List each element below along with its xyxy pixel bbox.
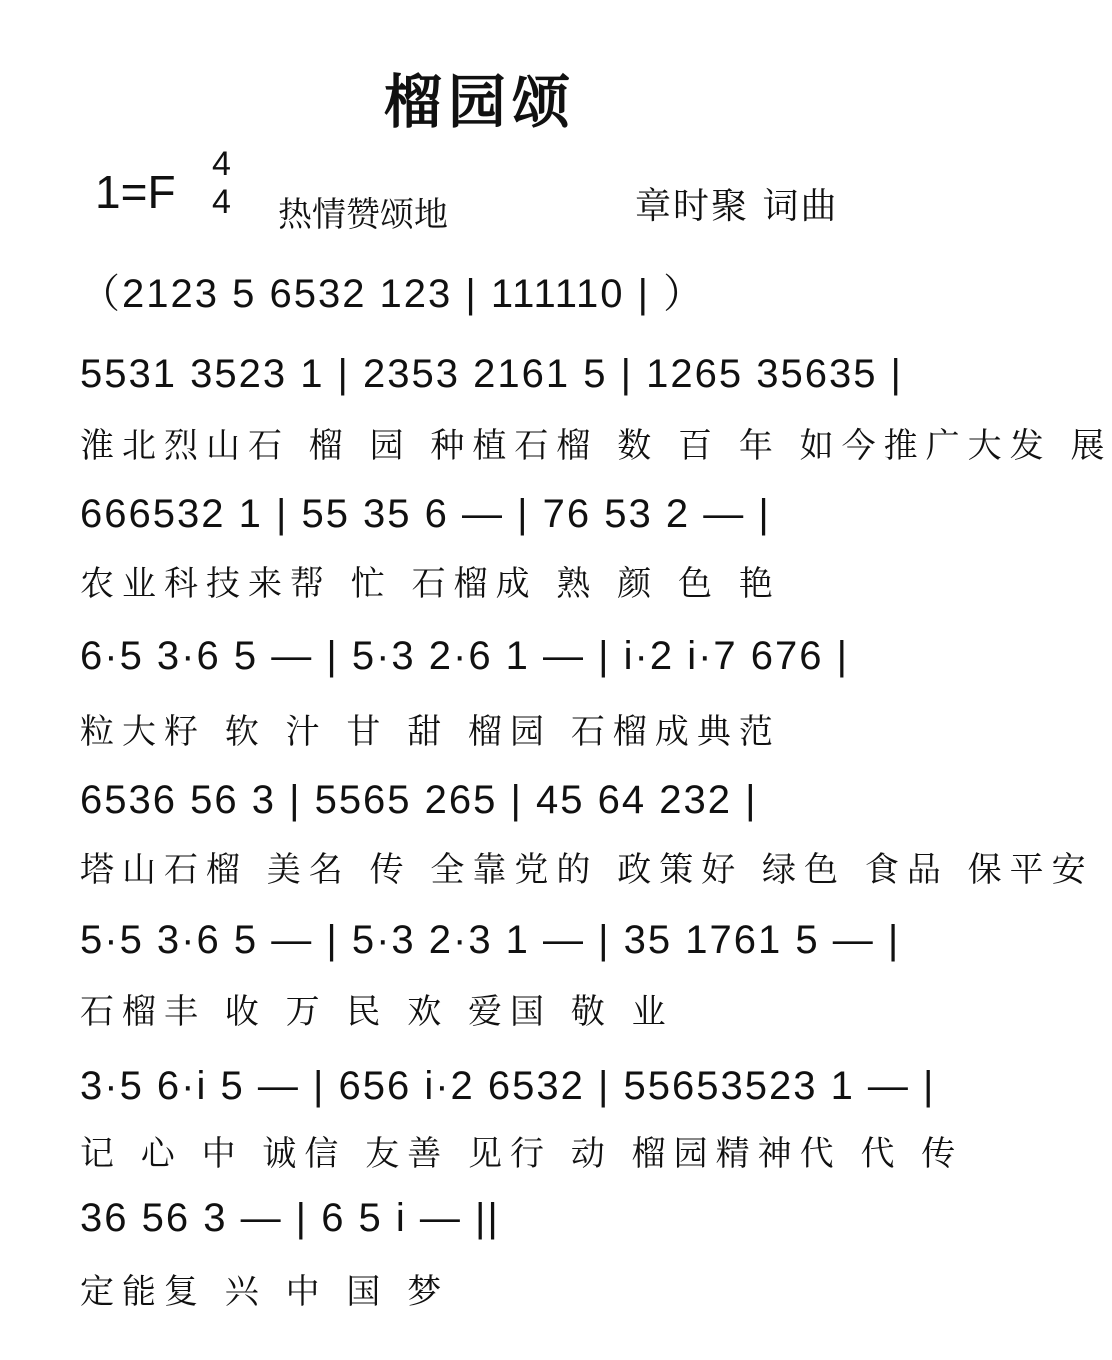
notes-row-7: 36 56 3 — | 6 5 i — ||	[80, 1196, 500, 1240]
lyrics-row-3: 粒大籽 软 汁 甘 甜 榴园 石榴成典范	[80, 712, 781, 752]
notes-row-3: 6·5 3·6 5 — | 5·3 2·6 1 — | i·2 i·7 676 |	[80, 634, 850, 678]
intro-notes: （2123 5 6532 123 | 111110 | ）	[80, 272, 706, 316]
lyrics-row-5: 石榴丰 收 万 民 欢 爱国 敬 业	[80, 992, 674, 1032]
author-credit: 章时聚 词曲	[635, 186, 839, 227]
key-signature: 1=F	[95, 166, 176, 218]
notes-row-1: 5531 3523 1 | 2353 2161 5 | 1265 35635 |	[80, 352, 903, 396]
meter-bottom: 4	[212, 183, 231, 221]
lyrics-row-2: 农业科技来帮 忙 石榴成 熟 颜 色 艳	[80, 564, 781, 604]
notes-row-5: 5·5 3·6 5 — | 5·3 2·3 1 — | 35 1761 5 — |	[80, 918, 901, 962]
lyrics-row-6: 记 心 中 诚信 友善 见行 动 榴园精神代 代 传	[80, 1134, 964, 1174]
lyrics-row-7: 定能复 兴 中 国 梦	[80, 1272, 450, 1312]
notes-row-6: 3·5 6·i 5 — | 656 i·2 6532 | 55653523 1 — |	[80, 1064, 936, 1108]
song-title: 榴园颂	[383, 68, 576, 136]
lyrics-row-1: 淮北烈山石 榴 园 种植石榴 数 百 年 如今推广大发 展	[80, 426, 1112, 466]
notes-row-4: 6536 56 3 | 5565 265 | 45 64 232 |	[80, 778, 758, 822]
notes-row-2: 666532 1 | 55 35 6 — | 76 53 2 — |	[80, 492, 771, 536]
tempo-marking: 热情赞颂地	[278, 195, 448, 235]
meter-top: 4	[212, 145, 231, 183]
time-signature	[212, 145, 231, 221]
lyrics-row-4: 塔山石榴 美名 传 全靠党的 政策好 绿色 食品 保平安	[80, 850, 1094, 890]
